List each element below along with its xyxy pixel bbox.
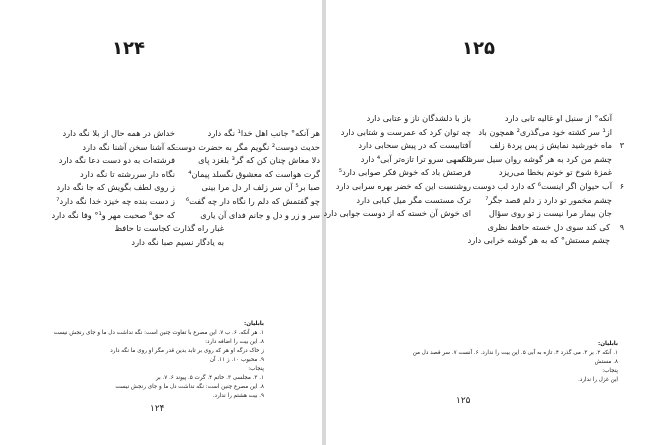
second-hemistich: ای خوش آن خسته که از دوست جوابی دارد (323, 208, 471, 219)
couplet (336, 166, 614, 180)
couplet (336, 126, 614, 140)
left-folio: ۱۲۴ (150, 404, 165, 414)
first-hemistich: آنکه° از سنبل او غالیه تابی دارد (504, 113, 612, 123)
right-footnotes (412, 340, 618, 385)
footnote-line: این غزل را ندارد. (577, 377, 618, 383)
couplet (323, 207, 614, 221)
verse-number: ۹ (619, 222, 624, 232)
second-hemistich: باز با دلشدگان ناز و عتابی دارد (366, 113, 471, 123)
footnote-line: ۸. این بیت را اضافه دارد: (205, 339, 264, 345)
first-hemistich: جان بیمار مرا نیست ز تو روی سؤال (488, 208, 612, 219)
left-page-number-heading: ۱۲۴ (112, 38, 145, 59)
first-hemistich: غبار راه گذارت کجاست تا حافظ (114, 223, 224, 234)
second-hemistich: آفتابیست که در پیش سحابی دارد (358, 140, 471, 151)
couplet (36, 127, 322, 141)
couplet (36, 181, 322, 195)
first-hemistich: به یادگار نسیم صبا نگه دارد (131, 236, 224, 247)
footnote-line: ۱. آنکه ۲. بر ۳. می گذرد ۴. تازه به آبی ۵. این بیت را ندارد. ۶. آنست ۷. سر قصد دل من (412, 350, 618, 356)
right-folio: ۱۲۵ (456, 396, 471, 406)
first-hemistich: گرت هواست که معشوق نگسلد پیمان⁴ (188, 168, 320, 179)
first-hemistich: صبا بر⁵ آن سر زلف ار دل مرا بینی (201, 182, 320, 193)
second-hemistich: نگاه دار سررشته تا نگه دارد (79, 168, 175, 179)
couplet (36, 154, 322, 168)
footnote-line: ۸. مستش (594, 359, 618, 365)
couplet (36, 236, 322, 250)
couplet (36, 195, 322, 209)
first-hemistich: هر آنکه° جانب اهل خدا¹ نگه دارد (207, 128, 320, 138)
couplet (36, 222, 322, 236)
first-hemistich: غمزهٔ شوخ تو خونم بخطا می‌ریزد (498, 167, 612, 178)
first-hemistich: چشم مخمور تو دارد ز دلم قصد جگر⁷ (485, 194, 612, 205)
verse-number: ۶ (619, 181, 624, 191)
footnote-line: ۹. محبوب ۱۰. ز ۱۱. آن (209, 357, 264, 363)
couplet (336, 234, 614, 248)
second-hemistich: تا سهی سرو ترا تازه‌تر آبی⁴ دارد (360, 153, 471, 164)
verse-number: ۳ (619, 141, 624, 151)
footnote-line: ۱. ۳. مجلسی ۳. خاتم ۴. گرت ۵. پیوند ۶. ۷. بر (156, 375, 264, 381)
right-ghazal-verses (323, 112, 624, 248)
second-hemistich: ز روی لطف بگویش که جا نگه دارد (56, 182, 175, 193)
couplet (36, 209, 322, 223)
second-hemistich: چشم مستش° که به هر گوشه خرابی دارد (467, 235, 610, 246)
second-hemistich: ز دست بنده چه خیزد خدا نگه دارد⁷ (56, 195, 175, 206)
right-page-number-heading: ۱۲۵ (462, 38, 495, 59)
second-hemistich: ترک مستست مگر میل کبابی دارد (356, 194, 471, 205)
second-hemistich: روشنست این که خضر بهره سرابی دارد (335, 180, 471, 191)
couplet (335, 180, 624, 194)
second-hemistich (36, 236, 131, 250)
first-hemistich: چو گفتمش که دلم را نگاه دار چه گفت⁶ (185, 195, 320, 206)
second-hemistich: فرشته‌ات به دو دست دعا نگه دارد (58, 155, 175, 166)
couplet (336, 112, 614, 126)
first-hemistich: سر و زر و دل و جانم فدای آن یاری (200, 209, 320, 220)
footnote-line: پنجاب: (602, 368, 618, 374)
couplet (36, 168, 322, 182)
first-hemistich: ماه خورشید نمایش ز پس پردهٔ زلف (489, 140, 612, 151)
couplet (336, 221, 624, 235)
couplet (336, 139, 624, 153)
second-hemistich: چه توان کرد که عمرست و شتابی دارد (340, 126, 471, 137)
footnote-line: پنجاب: (248, 366, 264, 372)
first-hemistich: از¹ سر کشته خود می‌گذری² همچون باد (478, 126, 612, 137)
first-hemistich: دلا معاش چنان کن که گر³ بلغزد پای (198, 155, 320, 166)
first-hemistich: چشم من کرد به هر گوشه روان سیل سرشک (458, 153, 612, 164)
couplet (336, 153, 614, 167)
footnote-line: ز خاک درگه او هر که روی بر تابد بدین قدر مگر او روی ما نگه دارد (110, 348, 264, 354)
first-hemistich: حدیث دوست² نگویم مگر به حضرت دوست (173, 141, 320, 152)
footnote-line: ۱. هر آنکه. ۶. ب ۷. این مصرع با تفاوت چنین است: نگه نداشت دل ما و جای رنجش نیست (53, 330, 264, 336)
second-hemistich: خداش در همه حال از بلا نگه دارد (62, 128, 175, 138)
couplet (336, 194, 614, 208)
left-ghazal-verses (36, 127, 322, 249)
footnote-line: ۹. بیت هشتم را ندارد. (212, 393, 264, 399)
left-footnotes (53, 320, 264, 401)
left-page (0, 0, 322, 445)
first-hemistich: آب حیوان اگر اینست⁶ که دارد لب دوست (472, 180, 612, 191)
second-hemistich: که حق⁸ صحبت مهر و¹° وفا نگه دارد (51, 209, 175, 220)
right-page (323, 0, 647, 445)
footnotes-heading: بابلیان: (598, 341, 618, 347)
footnote-line: ۸. این مصرع چنین است: نگه نداشت دل ما و جای رنجش نیست (115, 384, 264, 390)
footnotes-heading: بابلیان: (244, 321, 264, 327)
second-hemistich: فرصتش باد که خوش فکر صوابی دارد⁵ (338, 167, 471, 178)
second-hemistich (36, 222, 131, 236)
second-hemistich: کی کند سوی دل خسته حافظ نظری (487, 221, 610, 232)
couplet (36, 141, 322, 155)
second-hemistich: که آشنا سخن آشنا نگه دارد (82, 141, 175, 152)
